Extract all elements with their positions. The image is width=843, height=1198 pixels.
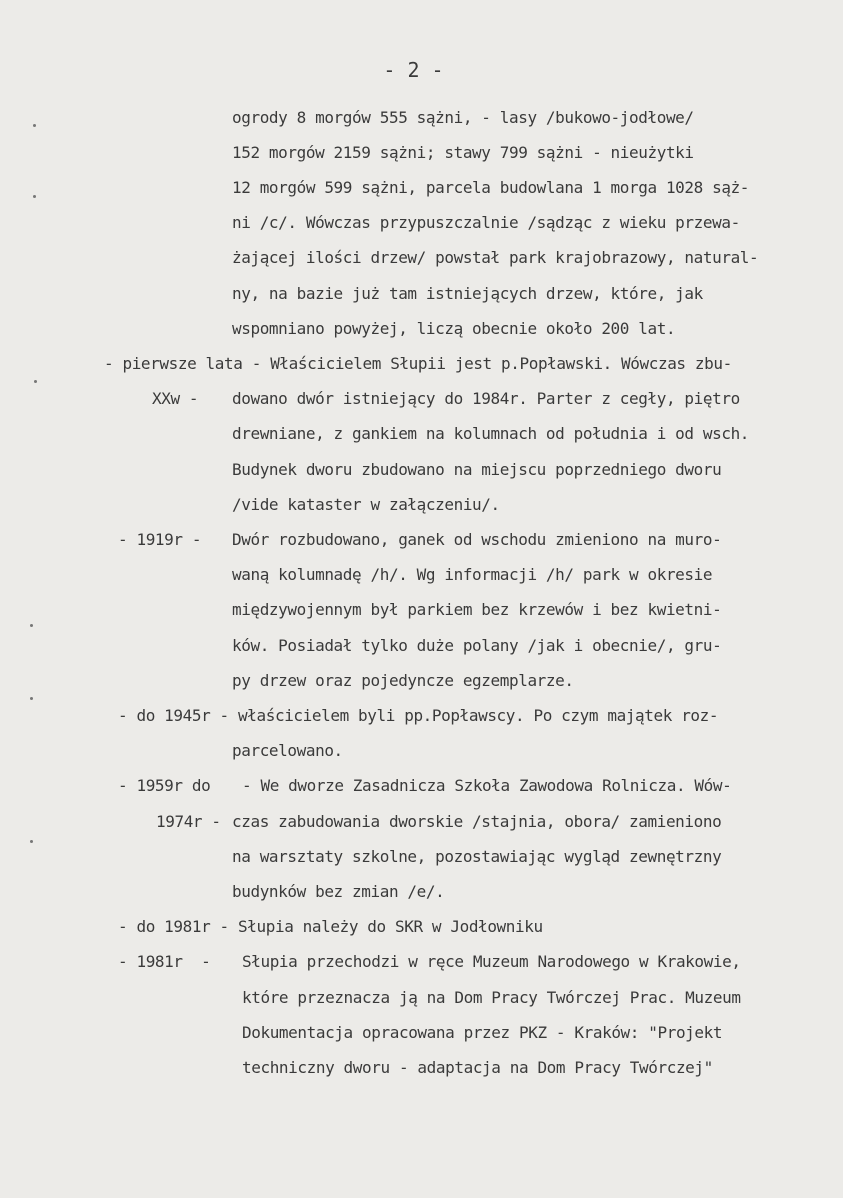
text-line: Dokumentacja opracowana przez PKZ - Kraków: "Projekt xyxy=(242,1023,723,1042)
scan-speck xyxy=(33,124,36,127)
text-line: wspomniano powyżej, liczą obecnie około 200 lat. xyxy=(232,319,676,338)
text-line: Słupia przechodzi w ręce Muzeum Narodowego w Krakowie, xyxy=(242,952,741,971)
text-line: ni /c/. Wówczas przypuszczalnie /sądząc z wieku przewa- xyxy=(232,213,740,232)
scan-speck xyxy=(33,195,36,198)
text-line: Dwór rozbudowano, ganek od wschodu zmieniono na muro- xyxy=(232,530,722,549)
scan-speck xyxy=(30,624,33,627)
scan-speck xyxy=(30,840,33,843)
text-line: waną kolumnadę /h/. Wg informacji /h/ park w okresie xyxy=(232,565,713,584)
text-line: Budynek dworu zbudowano na miejscu poprzedniego dworu xyxy=(232,460,722,479)
text-line: parcelowano. xyxy=(232,741,343,760)
text-line: budynków bez zmian /e/. xyxy=(232,882,445,901)
text-line: ny, na bazie już tam istniejących drzew, które, jak xyxy=(232,284,703,303)
text-line: które przeznacza ją na Dom Pracy Twórczej Prac. Muzeum xyxy=(242,988,741,1007)
text-line: żającej ilości drzew/ powstał park krajobrazowy, natural- xyxy=(232,248,759,267)
text-line: py drzew oraz pojedyncze egzemplarze. xyxy=(232,671,574,690)
text-line: międzywojennym był parkiem bez krzewów i bez kwietni- xyxy=(232,600,722,619)
text-line: - do 1981r - Słupia należy do SKR w Jodłowniku xyxy=(118,917,543,936)
period-label: XXw - xyxy=(152,389,199,408)
period-label: - 1959r do xyxy=(118,776,211,795)
period-label: 1974r - xyxy=(156,812,221,831)
text-line: dowano dwór istniejący do 1984r. Parter z cegły, piętro xyxy=(232,389,740,408)
text-line: ogrody 8 morgów 555 sążni, - lasy /bukowo-jodłowe/ xyxy=(232,108,694,127)
period-label: - 1981r - xyxy=(118,952,211,971)
scan-speck xyxy=(34,380,37,383)
text-line: - do 1945r - właścicielem byli pp.Popławscy. Po czym majątek roz- xyxy=(118,706,719,725)
text-line: drewniane, z gankiem na kolumnach od południa i od wsch. xyxy=(232,424,750,443)
scan-speck xyxy=(30,697,33,700)
text-line: /vide kataster w załączeniu/. xyxy=(232,495,500,514)
text-line: - We dworze Zasadnicza Szkoła Zawodowa Rolnicza. Wów- xyxy=(242,776,732,795)
text-line: 152 morgów 2159 sążni; stawy 799 sążni - nieużytki xyxy=(232,143,694,162)
text-line: 12 morgów 599 sążni, parcela budowlana 1 morga 1028 sąż- xyxy=(232,178,750,197)
period-label: - 1919r - xyxy=(118,530,202,549)
text-line: na warsztaty szkolne, pozostawiając wygląd zewnętrzny xyxy=(232,847,722,866)
text-line: ków. Posiadał tylko duże polany /jak i obecnie/, gru- xyxy=(232,636,722,655)
text-line: - pierwsze lata - Właścicielem Słupii jest p.Popławski. Wówczas zbu- xyxy=(104,354,732,373)
text-line: czas zabudowania dworskie /stajnia, obora/ zamieniono xyxy=(232,812,722,831)
text-line: techniczny dworu - adaptacja na Dom Pracy Twórczej" xyxy=(242,1058,713,1077)
page-number: - 2 - xyxy=(383,58,444,82)
